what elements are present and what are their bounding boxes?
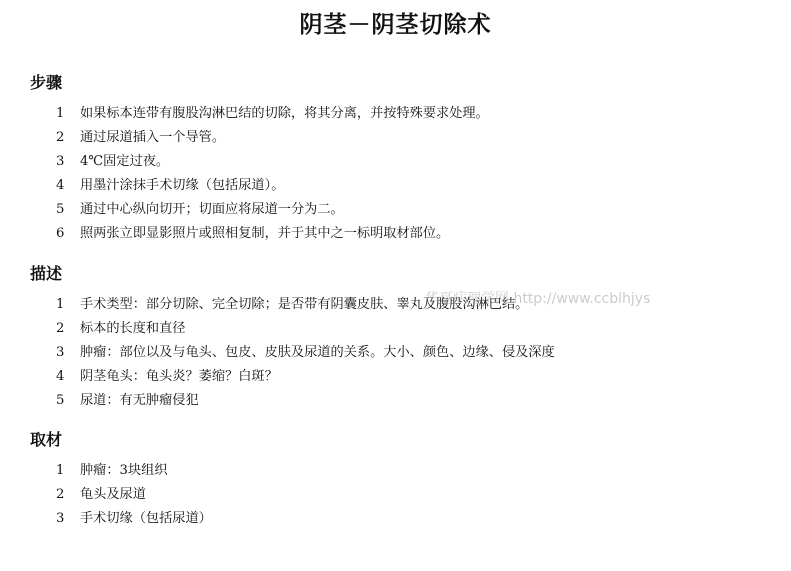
list-item — [56, 365, 555, 389]
sampling-list — [56, 459, 212, 531]
list-item — [56, 222, 489, 246]
list-item — [56, 198, 489, 222]
item-number: 3 — [56, 154, 65, 169]
list-item — [56, 483, 212, 507]
list-item — [56, 126, 489, 150]
item-text: 龟头及尿道 — [80, 487, 146, 502]
item-text: 阴茎龟头：龟头炎？萎缩？白斑？ — [80, 369, 278, 384]
list-item — [56, 150, 489, 174]
item-number: 1 — [56, 297, 65, 312]
list-item — [56, 459, 212, 483]
section-heading-steps: 步骤 — [30, 73, 63, 92]
item-text: 照两张立即显影照片或照相复制，并于其中之一标明取材部位。 — [80, 226, 450, 241]
list-item — [56, 102, 489, 126]
item-text: 4℃固定过夜。 — [80, 154, 170, 169]
section-heading-sampling: 取材 — [30, 430, 63, 449]
item-number: 2 — [56, 487, 65, 502]
item-text: 通过中心纵向切开；切面应将尿道一分为二。 — [80, 202, 344, 217]
item-text: 肿瘤：3块组织 — [80, 463, 168, 478]
item-text: 手术类型：部分切除、完全切除；是否带有阴囊皮肤、睾丸及腹股沟淋巴结。 — [80, 297, 529, 312]
item-text: 标本的长度和直径 — [80, 321, 186, 336]
list-item — [56, 317, 555, 341]
item-text: 手术切缘（包括尿道） — [80, 511, 212, 526]
item-number: 4 — [56, 369, 65, 384]
list-item — [56, 174, 489, 198]
item-number: 3 — [56, 345, 65, 360]
item-number: 6 — [56, 226, 65, 241]
item-text: 肿瘤：部位以及与龟头、包皮、皮肤及尿道的关系。大小、颜色、边缘、侵及深度 — [80, 345, 555, 360]
watermark: 华夏病理学网 http://www.ccblhjys — [425, 291, 651, 307]
description-list — [56, 293, 555, 413]
list-item — [56, 389, 555, 413]
item-text: 如果标本连带有腹股沟淋巴结的切除，将其分离，并按特殊要求处理。 — [80, 106, 489, 121]
item-text: 尿道：有无肿瘤侵犯 — [80, 393, 199, 408]
item-number: 2 — [56, 321, 65, 336]
item-number: 4 — [56, 178, 65, 193]
item-number: 5 — [56, 393, 65, 408]
item-number: 1 — [56, 106, 65, 121]
item-number: 2 — [56, 130, 65, 145]
section-heading-description: 描述 — [30, 264, 63, 283]
list-item — [56, 507, 212, 531]
item-number: 1 — [56, 463, 65, 478]
item-text: 用墨汁涂抹手术切缘（包括尿道）。 — [80, 178, 285, 193]
list-item — [56, 293, 555, 317]
item-text: 通过尿道插入一个导管。 — [80, 130, 226, 145]
item-number: 3 — [56, 511, 65, 526]
steps-list — [56, 102, 489, 246]
list-item — [56, 341, 555, 365]
item-number: 5 — [56, 202, 65, 217]
page-title: 阴茎－阴茎切除术 — [299, 12, 492, 38]
